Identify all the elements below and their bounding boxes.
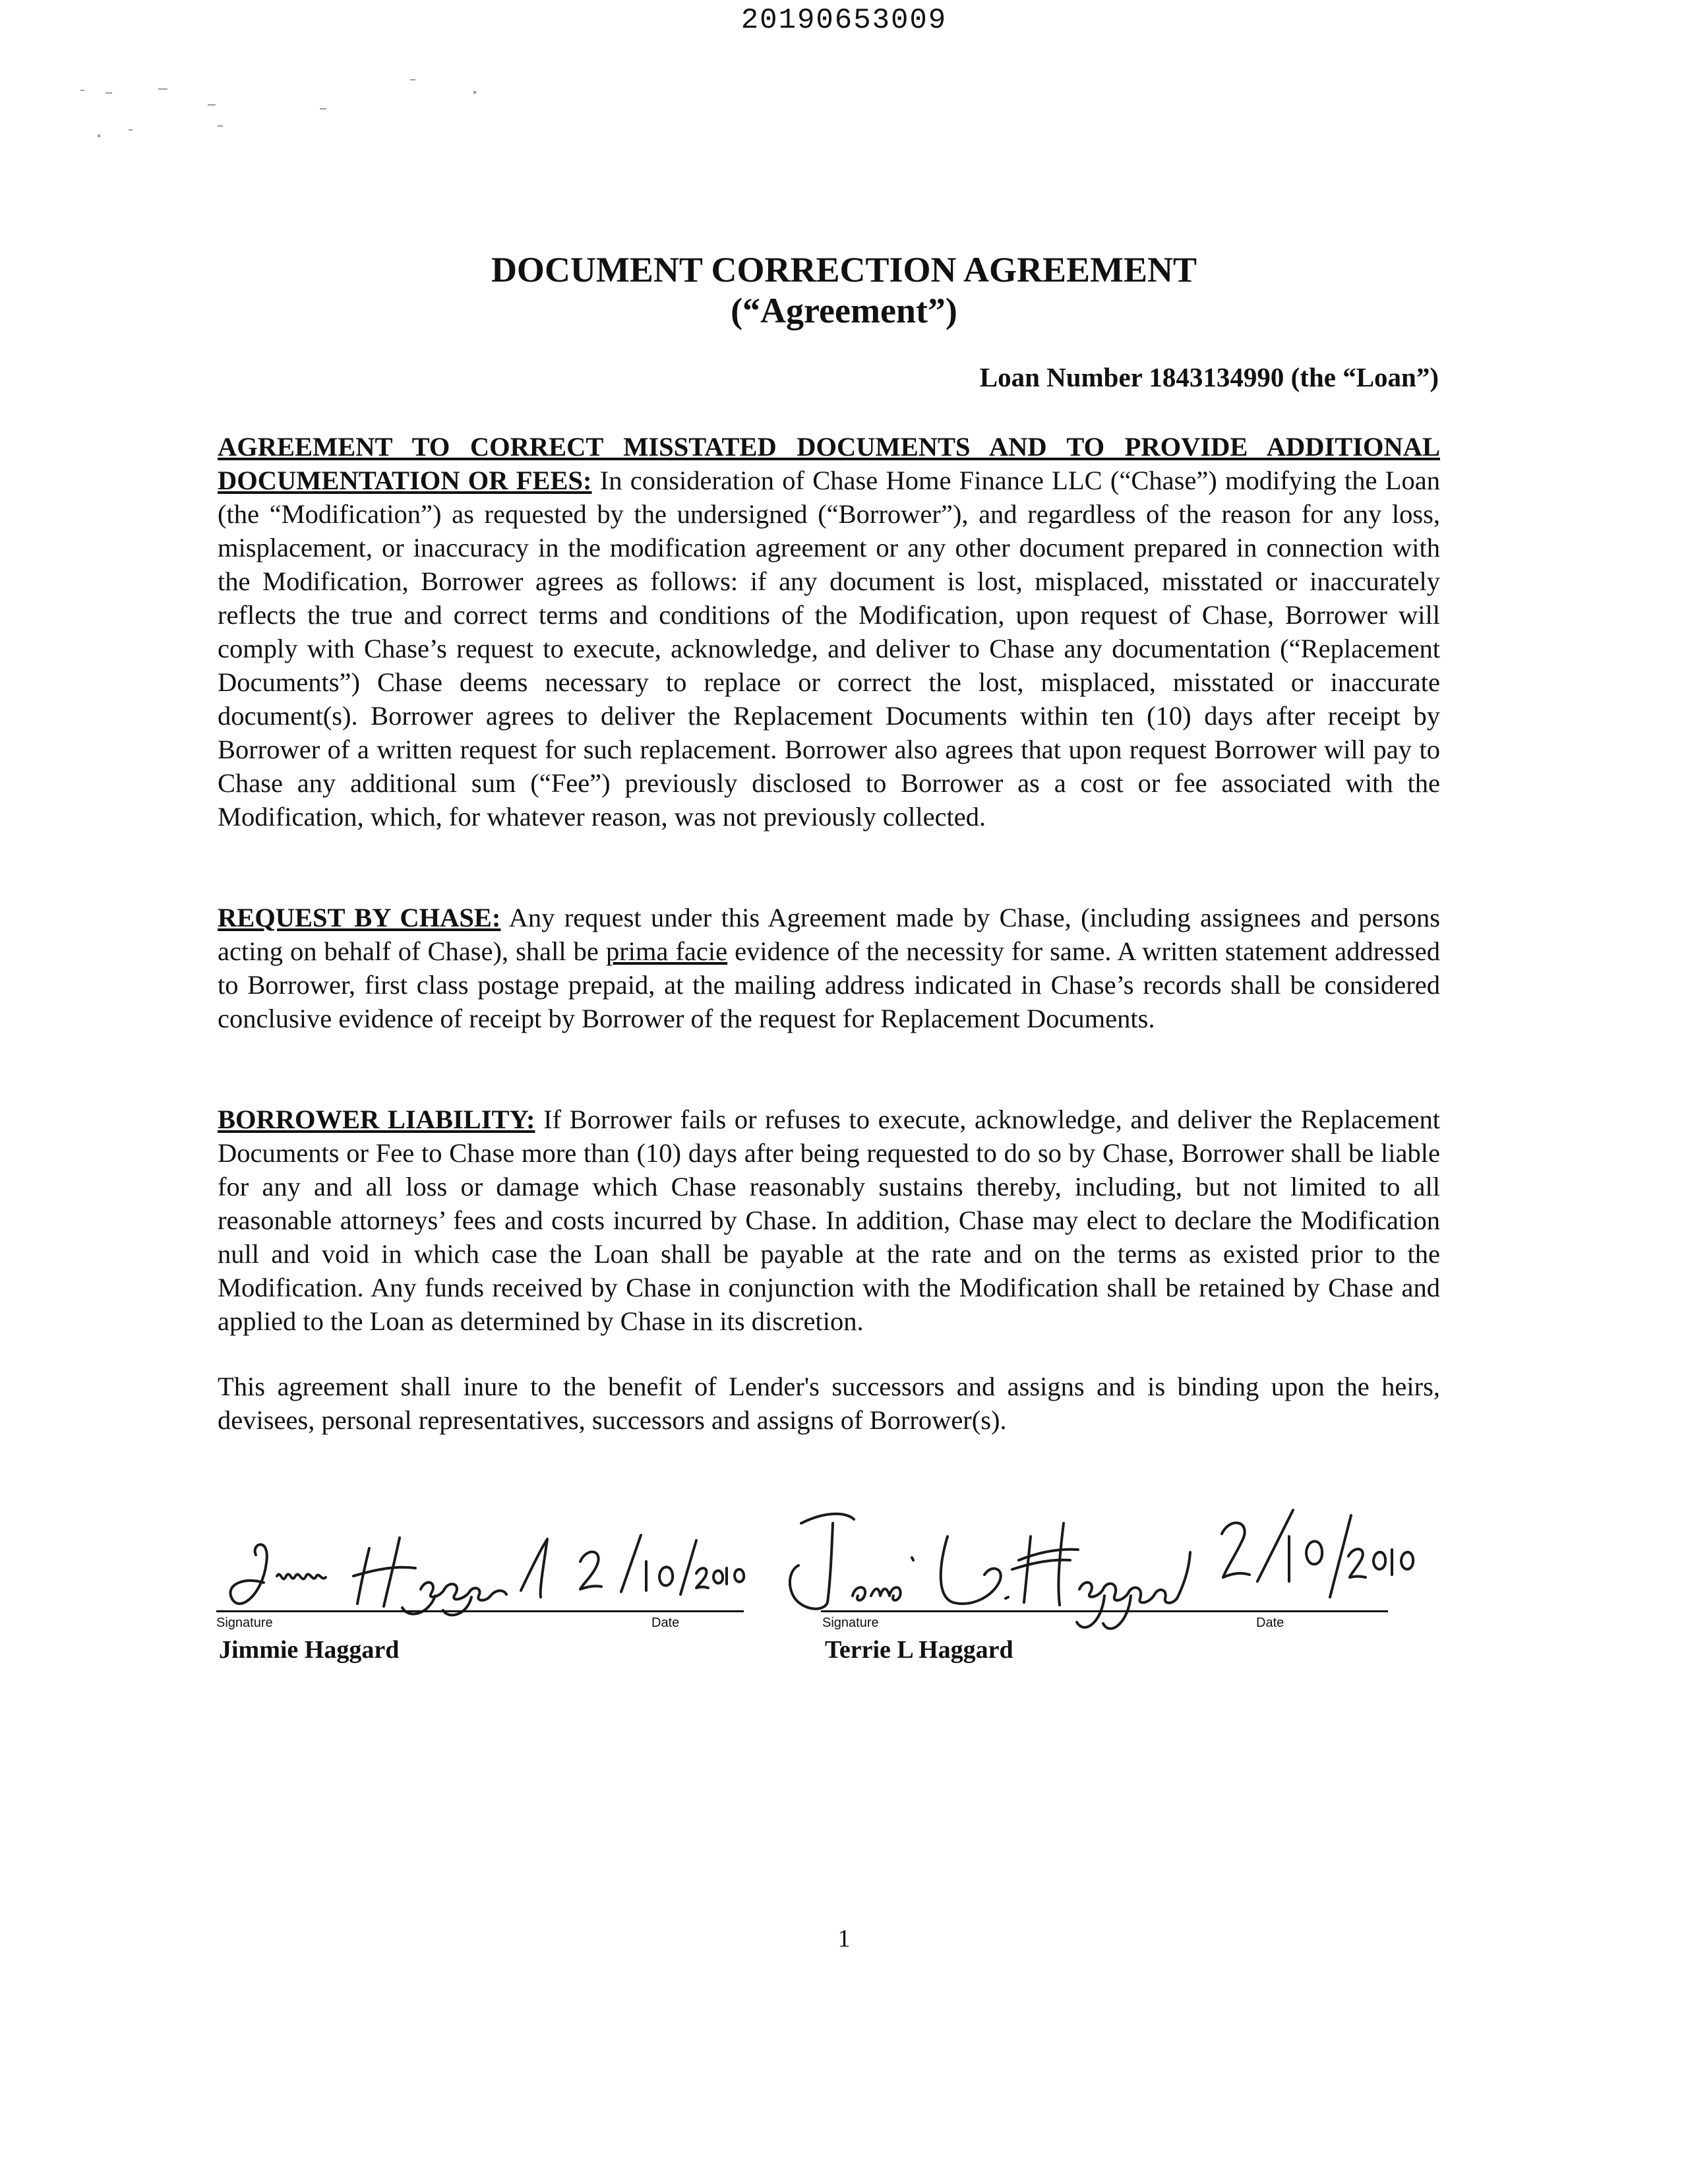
page-number: 1 (837, 1925, 851, 1953)
signature-block-2 (775, 1497, 1454, 1675)
document-stamp-number: 20190653009 (740, 4, 948, 37)
signature-label-1: Signature (216, 1616, 273, 1630)
handwritten-signature-2 (775, 1497, 1454, 1655)
signature-block-1 (211, 1497, 752, 1675)
signature-line-1 (216, 1610, 744, 1612)
section-correct-documents (218, 430, 1440, 834)
section-body: If Borrower fails or refuses to execute, acknowledge, and deliver the Replacement Documents or Fee to Chase more than (10) days after being requested to do so by Chase, Borrower shall be liable for any and all loss or damage which Chase reasonably sustains thereby, including, but not limited to all reasonable attorneys’ fees and costs incurred by Chase. In addition, Chase may elect to declare the Modification null and void in which case the Loan shall be payable at the rate and on the terms as existed prior to the Modification. Any funds received by Chase in conjunction with the Modification shall be retained by Chase and applied to the Loan as determined by Chase in its discretion. (218, 1105, 1440, 1336)
signature-line-2 (821, 1610, 1388, 1612)
section-closing (218, 1370, 1440, 1437)
section-heading: AGREEMENT TO CORRECT MISSTATED DOCUMENTS AND TO PROVIDE ADDITIONAL DOCUMENTATION OR FEES: (218, 432, 1440, 495)
scan-specks (66, 79, 528, 158)
document-title-block (0, 249, 1688, 331)
signature-label-2: Signature (822, 1616, 879, 1630)
date-label-2: Date (1256, 1616, 1284, 1630)
loan-number-line: Loan Number 1843134990 (the “Loan”) (979, 362, 1439, 392)
signer-name-1: Jimmie Haggard (219, 1636, 400, 1664)
document-subtitle: (“Agreement”) (731, 291, 957, 330)
section-body: evidence of the necessity for same. A written statement addressed to Borrower, first class postage prepaid, at the mailing address indicated in Chase’s records shall be considered conclusive evidence of receipt by Borrower of the request for Replacement Documents. (218, 936, 1440, 1033)
handwritten-signature-1 (211, 1497, 752, 1629)
document-title: DOCUMENT CORRECTION AGREEMENT (491, 250, 1197, 289)
date-label-1: Date (651, 1616, 680, 1630)
section-body: This agreement shall inure to the benefit of Lender's successors and assigns and is binding upon the heirs, devisees, personal representatives, successors and assigns of Borrower(s). (218, 1372, 1440, 1435)
section-body: Any request under this Agreement made by Chase, (including assignees and persons acting on behalf of Chase), shall be (218, 903, 1440, 966)
section-request-by-chase (218, 901, 1440, 1035)
section-heading: BORROWER LIABILITY: (218, 1105, 535, 1134)
section-heading: REQUEST BY CHASE: (218, 903, 501, 932)
signer-name-2: Terrie L Haggard (825, 1636, 1013, 1664)
section-body: In consideration of Chase Home Finance LLC (“Chase”) modifying the Loan (the “Modification”) as requested by the undersigned (“Borrower”), and regardless of the reason for any loss, misplacement, or inaccuracy in the modification agreement or any other document prepared in connection with the Modification, Borrower agrees as follows: if any document is lost, misplaced, misstated or inaccurately reflects the true and correct terms and conditions of the Modification, upon request of Chase, Borrower will comply with Chase’s request to execute, acknowledge, and deliver to Chase any documentation (“Replacement Documents”) Chase deems necessary to replace or correct the lost, misplaced, misstated or inaccurate document(s). Borrower agrees to deliver the Replacement Documents within ten (10) days after receipt by Borrower of a written request for such replacement. Borrower also agrees that upon request Borrower will pay to Chase any additional sum (“Fee”) previously disclosed to Borrower as a cost or fee associated with the Modification, which, for whatever reason, was not previously collected. (218, 466, 1440, 832)
section-borrower-liability (218, 1103, 1440, 1338)
section-emphasis: prima facie (605, 936, 728, 966)
